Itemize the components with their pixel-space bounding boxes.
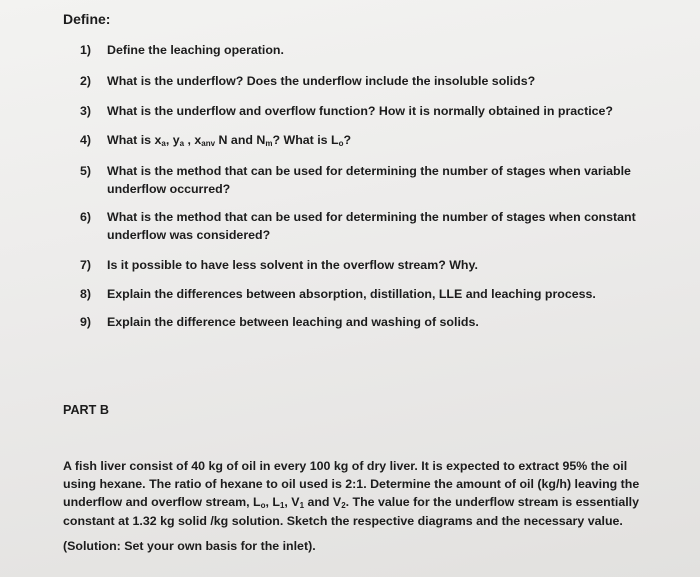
question-number: 4) xyxy=(80,133,92,147)
question-number: 3) xyxy=(80,104,92,118)
question-6 xyxy=(80,208,640,244)
question-4 xyxy=(80,131,640,149)
question-number: 7) xyxy=(80,258,92,272)
question-7 xyxy=(80,256,640,274)
question-8 xyxy=(80,285,640,303)
question-3 xyxy=(80,102,640,120)
question-text: What is the method that can be used for determining the number of stages when variable underflow occurred? xyxy=(107,164,631,196)
question-number: 2) xyxy=(80,74,92,88)
question-number: 1) xyxy=(80,43,92,57)
question-number: 5) xyxy=(80,164,92,178)
question-number: 8) xyxy=(80,287,92,301)
question-number: 6) xyxy=(80,210,92,224)
question-number: 9) xyxy=(80,315,92,329)
question-text: Is it possible to have less solvent in the overflow stream? Why. xyxy=(107,258,478,272)
question-text: What is the underflow and overflow function? How it is normally obtained in practice? xyxy=(107,104,613,118)
solution-note: (Solution: Set your own basis for the inlet). xyxy=(63,539,316,553)
question-1 xyxy=(80,41,640,59)
question-text: Explain the differences between absorption, distillation, LLE and leaching process. xyxy=(107,287,596,301)
question-2 xyxy=(80,72,640,90)
question-5 xyxy=(80,162,640,198)
problem-paragraph: A fish liver consist of 40 kg of oil in every 100 kg of dry liver. It is expected to extract 95% the oil using hexane. The ratio of hexane to oil used is 2:1. Determine the amount of oil (kg/h) leaving the underflow and overflow stream, $L_o$, $L_1$, $V_1$ and $V_2$. The value for the underflow stream is essentially constant at 1.32 kg solid /kg solution. Sketch the respective diagrams and the necessary value. xyxy=(63,459,640,528)
question-text: Explain the difference between leaching and washing of solids. xyxy=(107,315,479,329)
question-text: What is $x_a$, $y_a$ , $x_{anv}$ N and $N_m$? What is $L_o$? xyxy=(107,133,352,148)
section-title: Define: xyxy=(63,11,111,27)
part-b-heading: PART B xyxy=(63,403,109,417)
question-9 xyxy=(80,313,640,331)
question-text: What is the underflow? Does the underflow include the insoluble solids? xyxy=(107,74,536,88)
question-text: What is the method that can be used for determining the number of stages when constant underflow was considered? xyxy=(107,210,636,242)
question-text: Define the leaching operation. xyxy=(107,43,284,57)
